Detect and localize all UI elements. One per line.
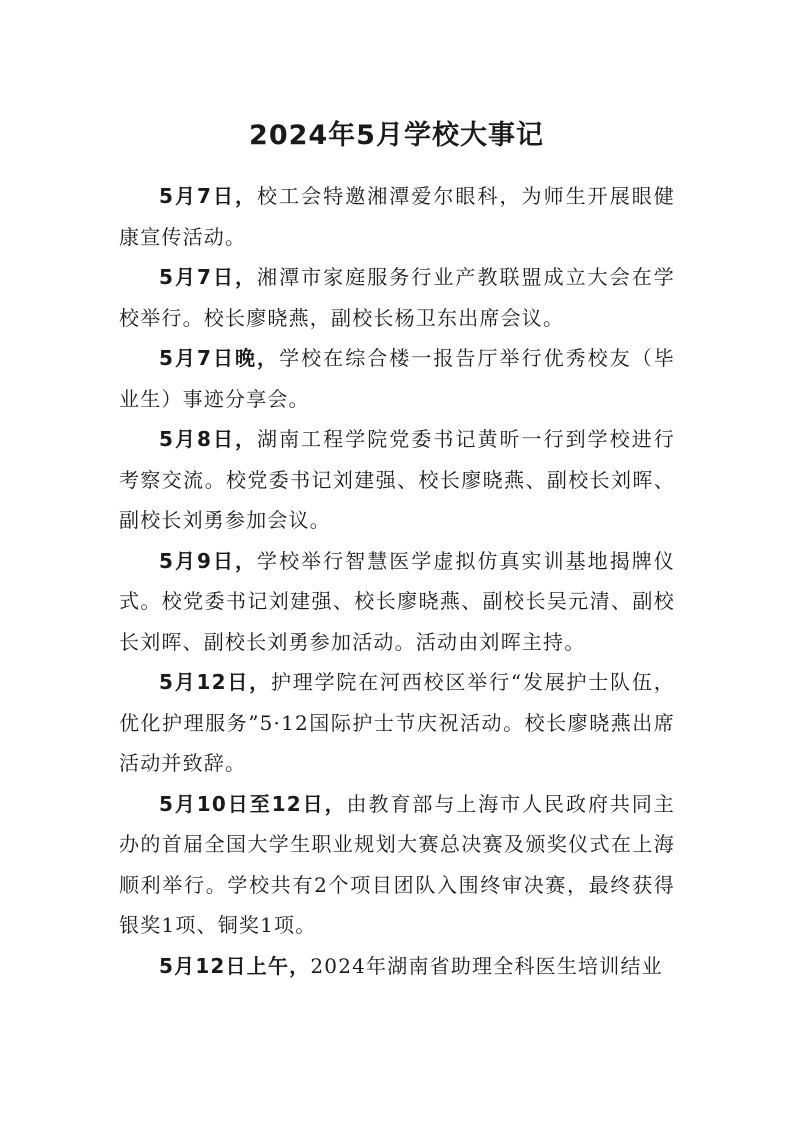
event-text: 校工会特邀湘潭爱尔眼科，为师生开展眼健康宣传活动。 xyxy=(119,184,675,249)
event-text: 2024年湖南省助理全科医生培训结业 xyxy=(310,953,663,978)
event-list xyxy=(119,176,675,986)
event-entry xyxy=(119,419,675,541)
event-entry xyxy=(119,541,675,663)
event-date: 5月9日， xyxy=(159,548,258,573)
event-text: 湘潭市家庭服务行业产教联盟成立大会在学校举行。校长廖晓燕，副校长杨卫东出席会议。 xyxy=(119,265,675,330)
event-date: 5月8日， xyxy=(159,427,258,451)
page-title: 2024年5月学校大事记 xyxy=(249,120,544,152)
event-text: 学校举行智慧医学虚拟仿真实训基地揭牌仪式。校党委书记刘建强、校长廖晓燕、副校长吴元清、副校长刘晖、副校长刘勇参加活动。活动由刘晖主持。 xyxy=(119,548,675,654)
event-date: 5月7日， xyxy=(159,265,258,289)
event-date: 5月12日上午， xyxy=(159,953,311,978)
event-date: 5月10日至12日， xyxy=(159,791,347,816)
event-text: 湖南工程学院党委书记黄昕一行到学校进行考察交流。校党委书记刘建强、校长廖晓燕、副校长刘晖、副校长刘勇参加会议。 xyxy=(119,427,675,532)
event-entry xyxy=(119,257,675,338)
event-entry xyxy=(119,176,675,257)
event-text: 由教育部与上海市人民政府共同主办的首届全国大学生职业规划大赛总决赛及颁奖仪式在上海顺利举行。学校共有2个项目团队入围终审决赛，最终获得银奖1项、铜奖1项。 xyxy=(119,791,675,937)
event-entry xyxy=(119,662,675,784)
event-entry xyxy=(119,338,675,419)
event-text: 学校在综合楼一报告厅举行优秀校友（毕业生）事迹分享会。 xyxy=(119,346,675,411)
event-date: 5月12日， xyxy=(159,670,271,694)
event-text: 护理学院在河西校区举行“发展护士队伍，优化护理服务”5·12国际护士节庆祝活动。校长廖晓燕出席活动并致辞。 xyxy=(119,670,675,775)
event-entry xyxy=(119,946,675,987)
event-date: 5月7日晚， xyxy=(159,346,280,370)
event-date: 5月7日， xyxy=(159,184,258,208)
event-entry xyxy=(119,784,675,946)
